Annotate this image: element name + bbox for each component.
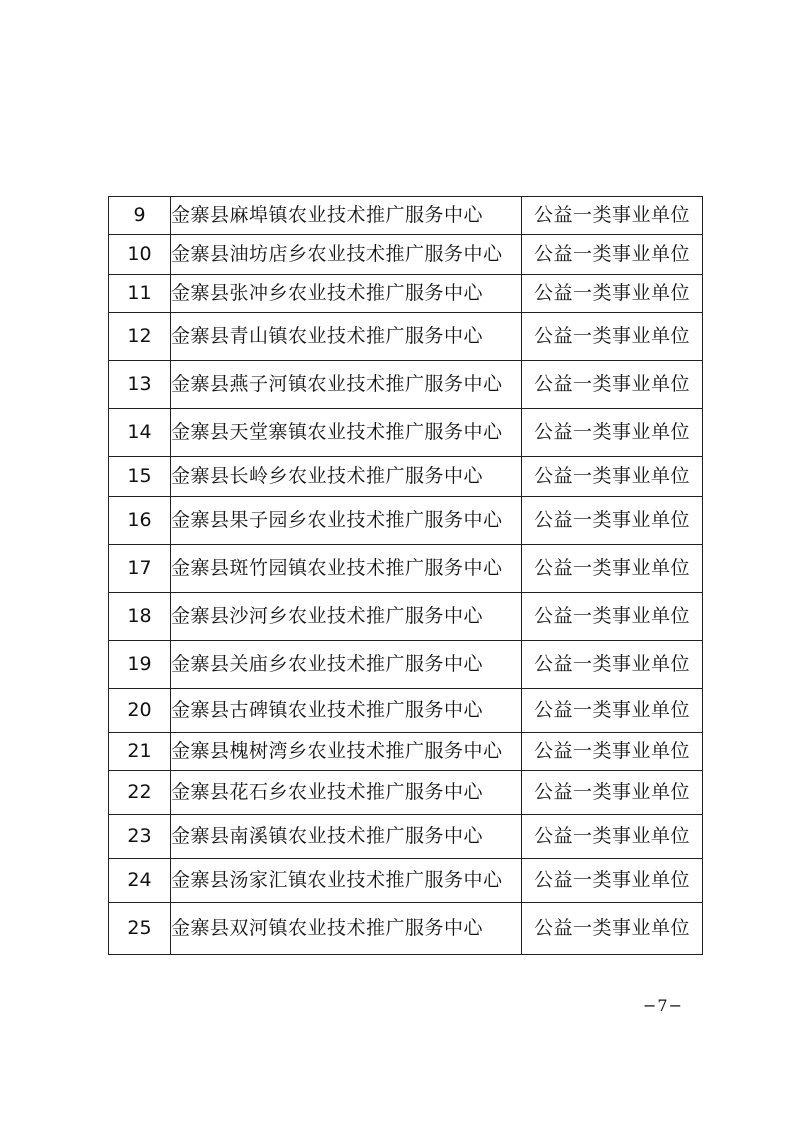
table-row	[109, 313, 703, 361]
unit-name: 金寨县长岭乡农业技术推广服务中心	[171, 457, 522, 497]
unit-type: 公益一类事业单位	[522, 689, 703, 733]
unit-type: 公益一类事业单位	[522, 593, 703, 641]
table-row	[109, 903, 703, 955]
page-number: −7−	[643, 996, 683, 1015]
row-number: 20	[109, 689, 171, 733]
unit-type: 公益一类事业单位	[522, 497, 703, 545]
row-number: 16	[109, 497, 171, 545]
row-number: 19	[109, 641, 171, 689]
row-number: 18	[109, 593, 171, 641]
unit-name: 金寨县张冲乡农业技术推广服务中心	[171, 275, 522, 313]
table-row	[109, 457, 703, 497]
row-number: 14	[109, 409, 171, 457]
table-row	[109, 275, 703, 313]
unit-name: 金寨县青山镇农业技术推广服务中心	[171, 313, 522, 361]
unit-type: 公益一类事业单位	[522, 275, 703, 313]
unit-type: 公益一类事业单位	[522, 733, 703, 771]
unit-name: 金寨县油坊店乡农业技术推广服务中心	[171, 235, 522, 275]
unit-type: 公益一类事业单位	[522, 859, 703, 903]
unit-type: 公益一类事业单位	[522, 409, 703, 457]
unit-name: 金寨县燕子河镇农业技术推广服务中心	[171, 361, 522, 409]
table-row	[109, 409, 703, 457]
unit-type: 公益一类事业单位	[522, 545, 703, 593]
row-number: 13	[109, 361, 171, 409]
unit-name: 金寨县双河镇农业技术推广服务中心	[171, 903, 522, 955]
unit-table	[108, 196, 703, 955]
unit-name: 金寨县槐树湾乡农业技术推广服务中心	[171, 733, 522, 771]
table-row	[109, 859, 703, 903]
unit-type: 公益一类事业单位	[522, 361, 703, 409]
row-number: 25	[109, 903, 171, 955]
table-row	[109, 593, 703, 641]
unit-type: 公益一类事业单位	[522, 641, 703, 689]
table-row	[109, 733, 703, 771]
row-number: 15	[109, 457, 171, 497]
row-number: 10	[109, 235, 171, 275]
table-row	[109, 815, 703, 859]
unit-name: 金寨县果子园乡农业技术推广服务中心	[171, 497, 522, 545]
row-number: 12	[109, 313, 171, 361]
table-row	[109, 641, 703, 689]
row-number: 21	[109, 733, 171, 771]
unit-name: 金寨县天堂寨镇农业技术推广服务中心	[171, 409, 522, 457]
unit-type: 公益一类事业单位	[522, 903, 703, 955]
unit-type: 公益一类事业单位	[522, 771, 703, 815]
row-number: 23	[109, 815, 171, 859]
unit-name: 金寨县沙河乡农业技术推广服务中心	[171, 593, 522, 641]
unit-type: 公益一类事业单位	[522, 457, 703, 497]
unit-name: 金寨县汤家汇镇农业技术推广服务中心	[171, 859, 522, 903]
row-number: 17	[109, 545, 171, 593]
row-number: 11	[109, 275, 171, 313]
table-row	[109, 361, 703, 409]
table-row	[109, 689, 703, 733]
table-row	[109, 497, 703, 545]
unit-name: 金寨县古碑镇农业技术推广服务中心	[171, 689, 522, 733]
unit-name: 金寨县麻埠镇农业技术推广服务中心	[171, 197, 522, 235]
unit-table-body	[109, 197, 703, 955]
unit-name: 金寨县关庙乡农业技术推广服务中心	[171, 641, 522, 689]
unit-type: 公益一类事业单位	[522, 235, 703, 275]
unit-type: 公益一类事业单位	[522, 815, 703, 859]
table-row	[109, 235, 703, 275]
unit-type: 公益一类事业单位	[522, 197, 703, 235]
unit-name: 金寨县斑竹园镇农业技术推广服务中心	[171, 545, 522, 593]
table-row	[109, 771, 703, 815]
row-number: 9	[109, 197, 171, 235]
unit-type: 公益一类事业单位	[522, 313, 703, 361]
table-row	[109, 197, 703, 235]
unit-name: 金寨县南溪镇农业技术推广服务中心	[171, 815, 522, 859]
row-number: 22	[109, 771, 171, 815]
row-number: 24	[109, 859, 171, 903]
table-row	[109, 545, 703, 593]
unit-name: 金寨县花石乡农业技术推广服务中心	[171, 771, 522, 815]
